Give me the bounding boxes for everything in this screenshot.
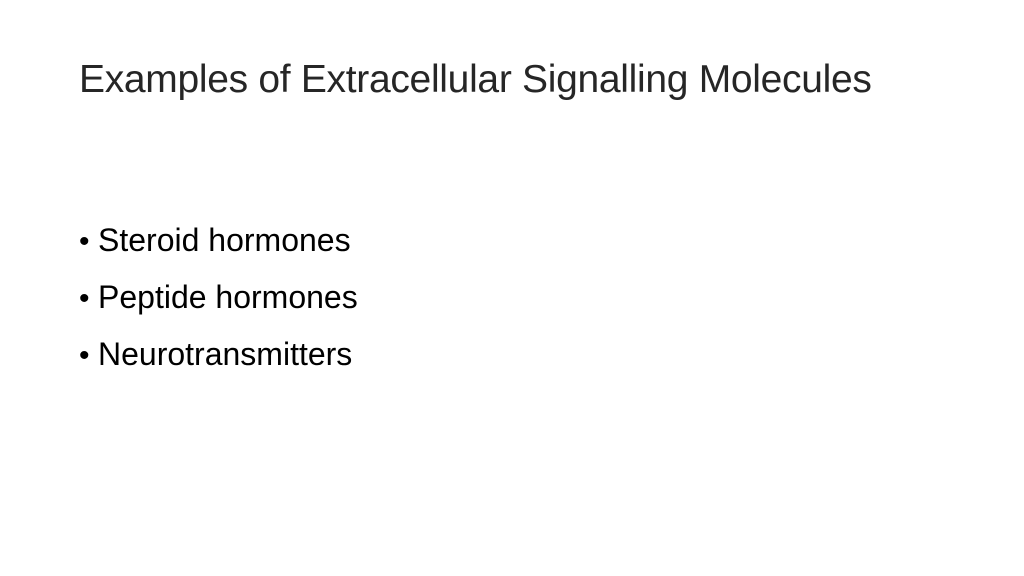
list-item: [79, 212, 358, 269]
bullet-list: [79, 212, 358, 383]
slide-title: Examples of Extracellular Signalling Molecules: [79, 58, 872, 101]
bullet-text: Neurotransmitters: [98, 336, 353, 372]
bullet-text: Peptide hormones: [98, 279, 358, 315]
list-item: [79, 269, 358, 326]
bullet-text: Steroid hormones: [98, 222, 351, 258]
list-item: [79, 326, 358, 383]
bullet-icon: •: [79, 339, 90, 372]
bullet-icon: •: [79, 225, 90, 258]
bullet-icon: •: [79, 282, 90, 315]
